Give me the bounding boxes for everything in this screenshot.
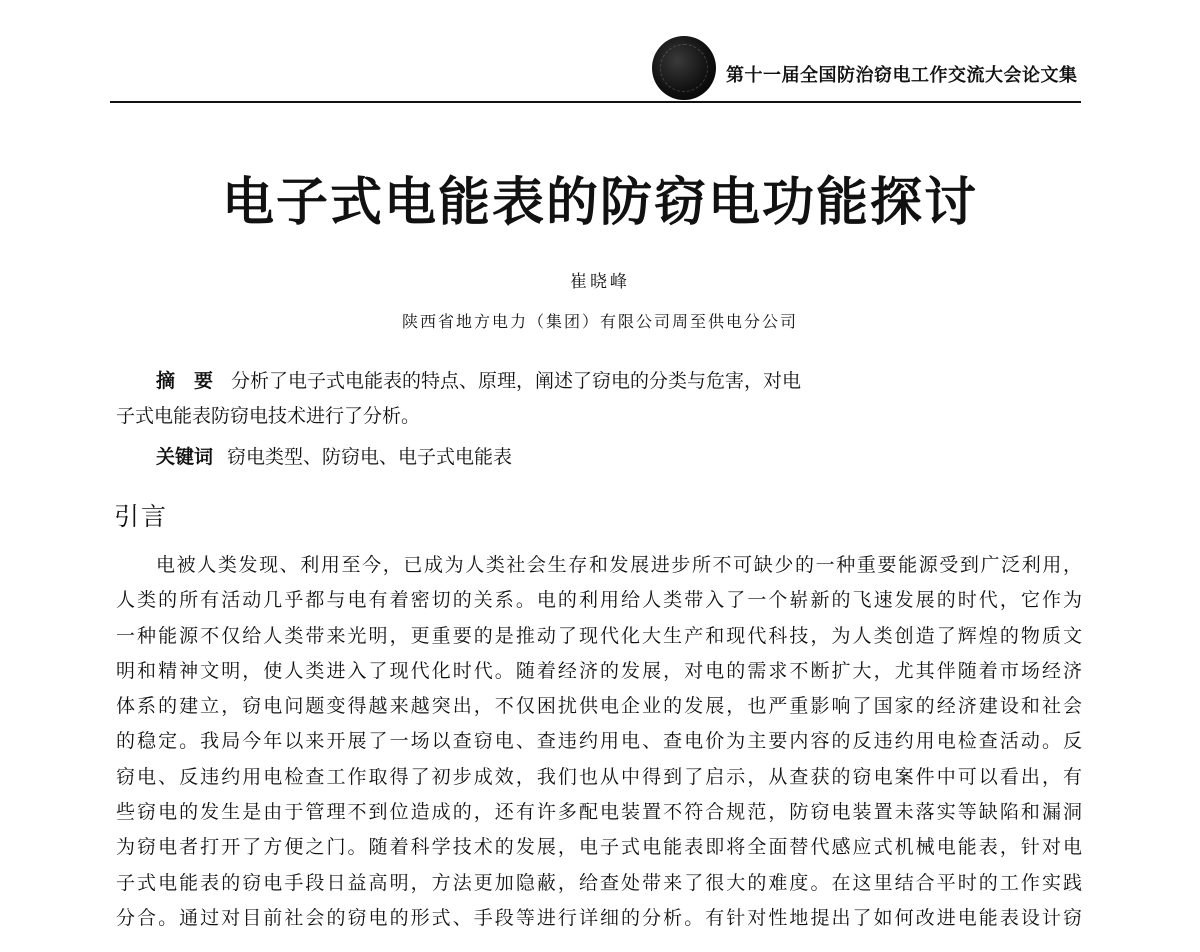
abstract (116, 364, 866, 434)
section-heading: 引言 (114, 502, 169, 531)
author-affiliation: 陕西省地方电力（集团）有限公司周至供电分公司 (401, 312, 798, 331)
body-line: 些窃电的发生是由于管理不到位造成的，还有许多配电装置不符合规范，防窃电装置未落实等缺陷和漏洞 (116, 801, 1082, 824)
body-line: 电被人类发现、利用至今，已成为人类社会生存和发展进步所不可缺少的一种重要能源受到广泛利用， (156, 554, 1082, 576)
abstract-label: 摘 要 (156, 370, 214, 392)
keywords (156, 440, 512, 475)
body-line: 为窃电者打开了方便之门。随着科学技术的发展，电子式电能表即将全面替代感应式机械电能表，针对电 (116, 836, 1082, 859)
body-line: 体系的建立，窃电问题变得越来越突出，不仅困扰供电企业的发展，也严重影响了国家的经济建设和社会 (116, 695, 1082, 718)
paper-title: 电子式电能表的防窃电功能探讨 (221, 173, 978, 233)
keywords-text: 窃电类型、防窃电、电子式电能表 (227, 446, 513, 468)
body-line: 窃电、反违约用电检查工作取得了初步成效，我们也从中得到了启示，从查获的窃电案件中可以看出，有 (116, 765, 1082, 788)
body-line: 子式电能表的窃电手段日益高明，方法更加隐蔽，给查处带来了很大的难度。在这里结合平时的工作实践 (116, 871, 1082, 894)
abstract-line (116, 364, 866, 399)
body-line: 分合。通过对目前社会的窃电的形式、手段等进行详细的分析。有针对性地提出了如何改进电能表设计窃 (116, 906, 1082, 929)
conference-logo-icon (652, 36, 716, 100)
author-name: 崔晓峰 (570, 272, 630, 292)
header-divider (110, 101, 1081, 103)
abstract-text: 分析了电子式电能表的特点、原理，阐述了窃电的分类与危害，对电 (231, 370, 802, 392)
body-line: 一种能源不仅给人类带来光明，更重要的是推动了现代化大生产和现代科技，为人类创造了辉煌的物质文 (116, 624, 1082, 647)
body-text (116, 548, 1082, 936)
body-line: 人类的所有活动几乎都与电有着密切的关系。电的利用给人类带入了一个崭新的飞速发展的时代，它作为 (116, 589, 1082, 612)
keywords-label: 关键词 (156, 446, 214, 468)
body-line: 明和精神文明，使人类进入了现代化时代。随着经济的发展，对电的需求不断扩大，尤其伴随着市场经济 (116, 659, 1082, 682)
body-line: 的稳定。我局今年以来开展了一场以查窃电、查违约用电、查电价为主要内容的反违约用电检查活动。反 (116, 730, 1082, 753)
running-header-title: 第十一届全国防治窃电工作交流大会论文集 (726, 65, 1078, 86)
abstract-line: 子式电能表防窃电技术进行了分析。 (116, 405, 421, 427)
